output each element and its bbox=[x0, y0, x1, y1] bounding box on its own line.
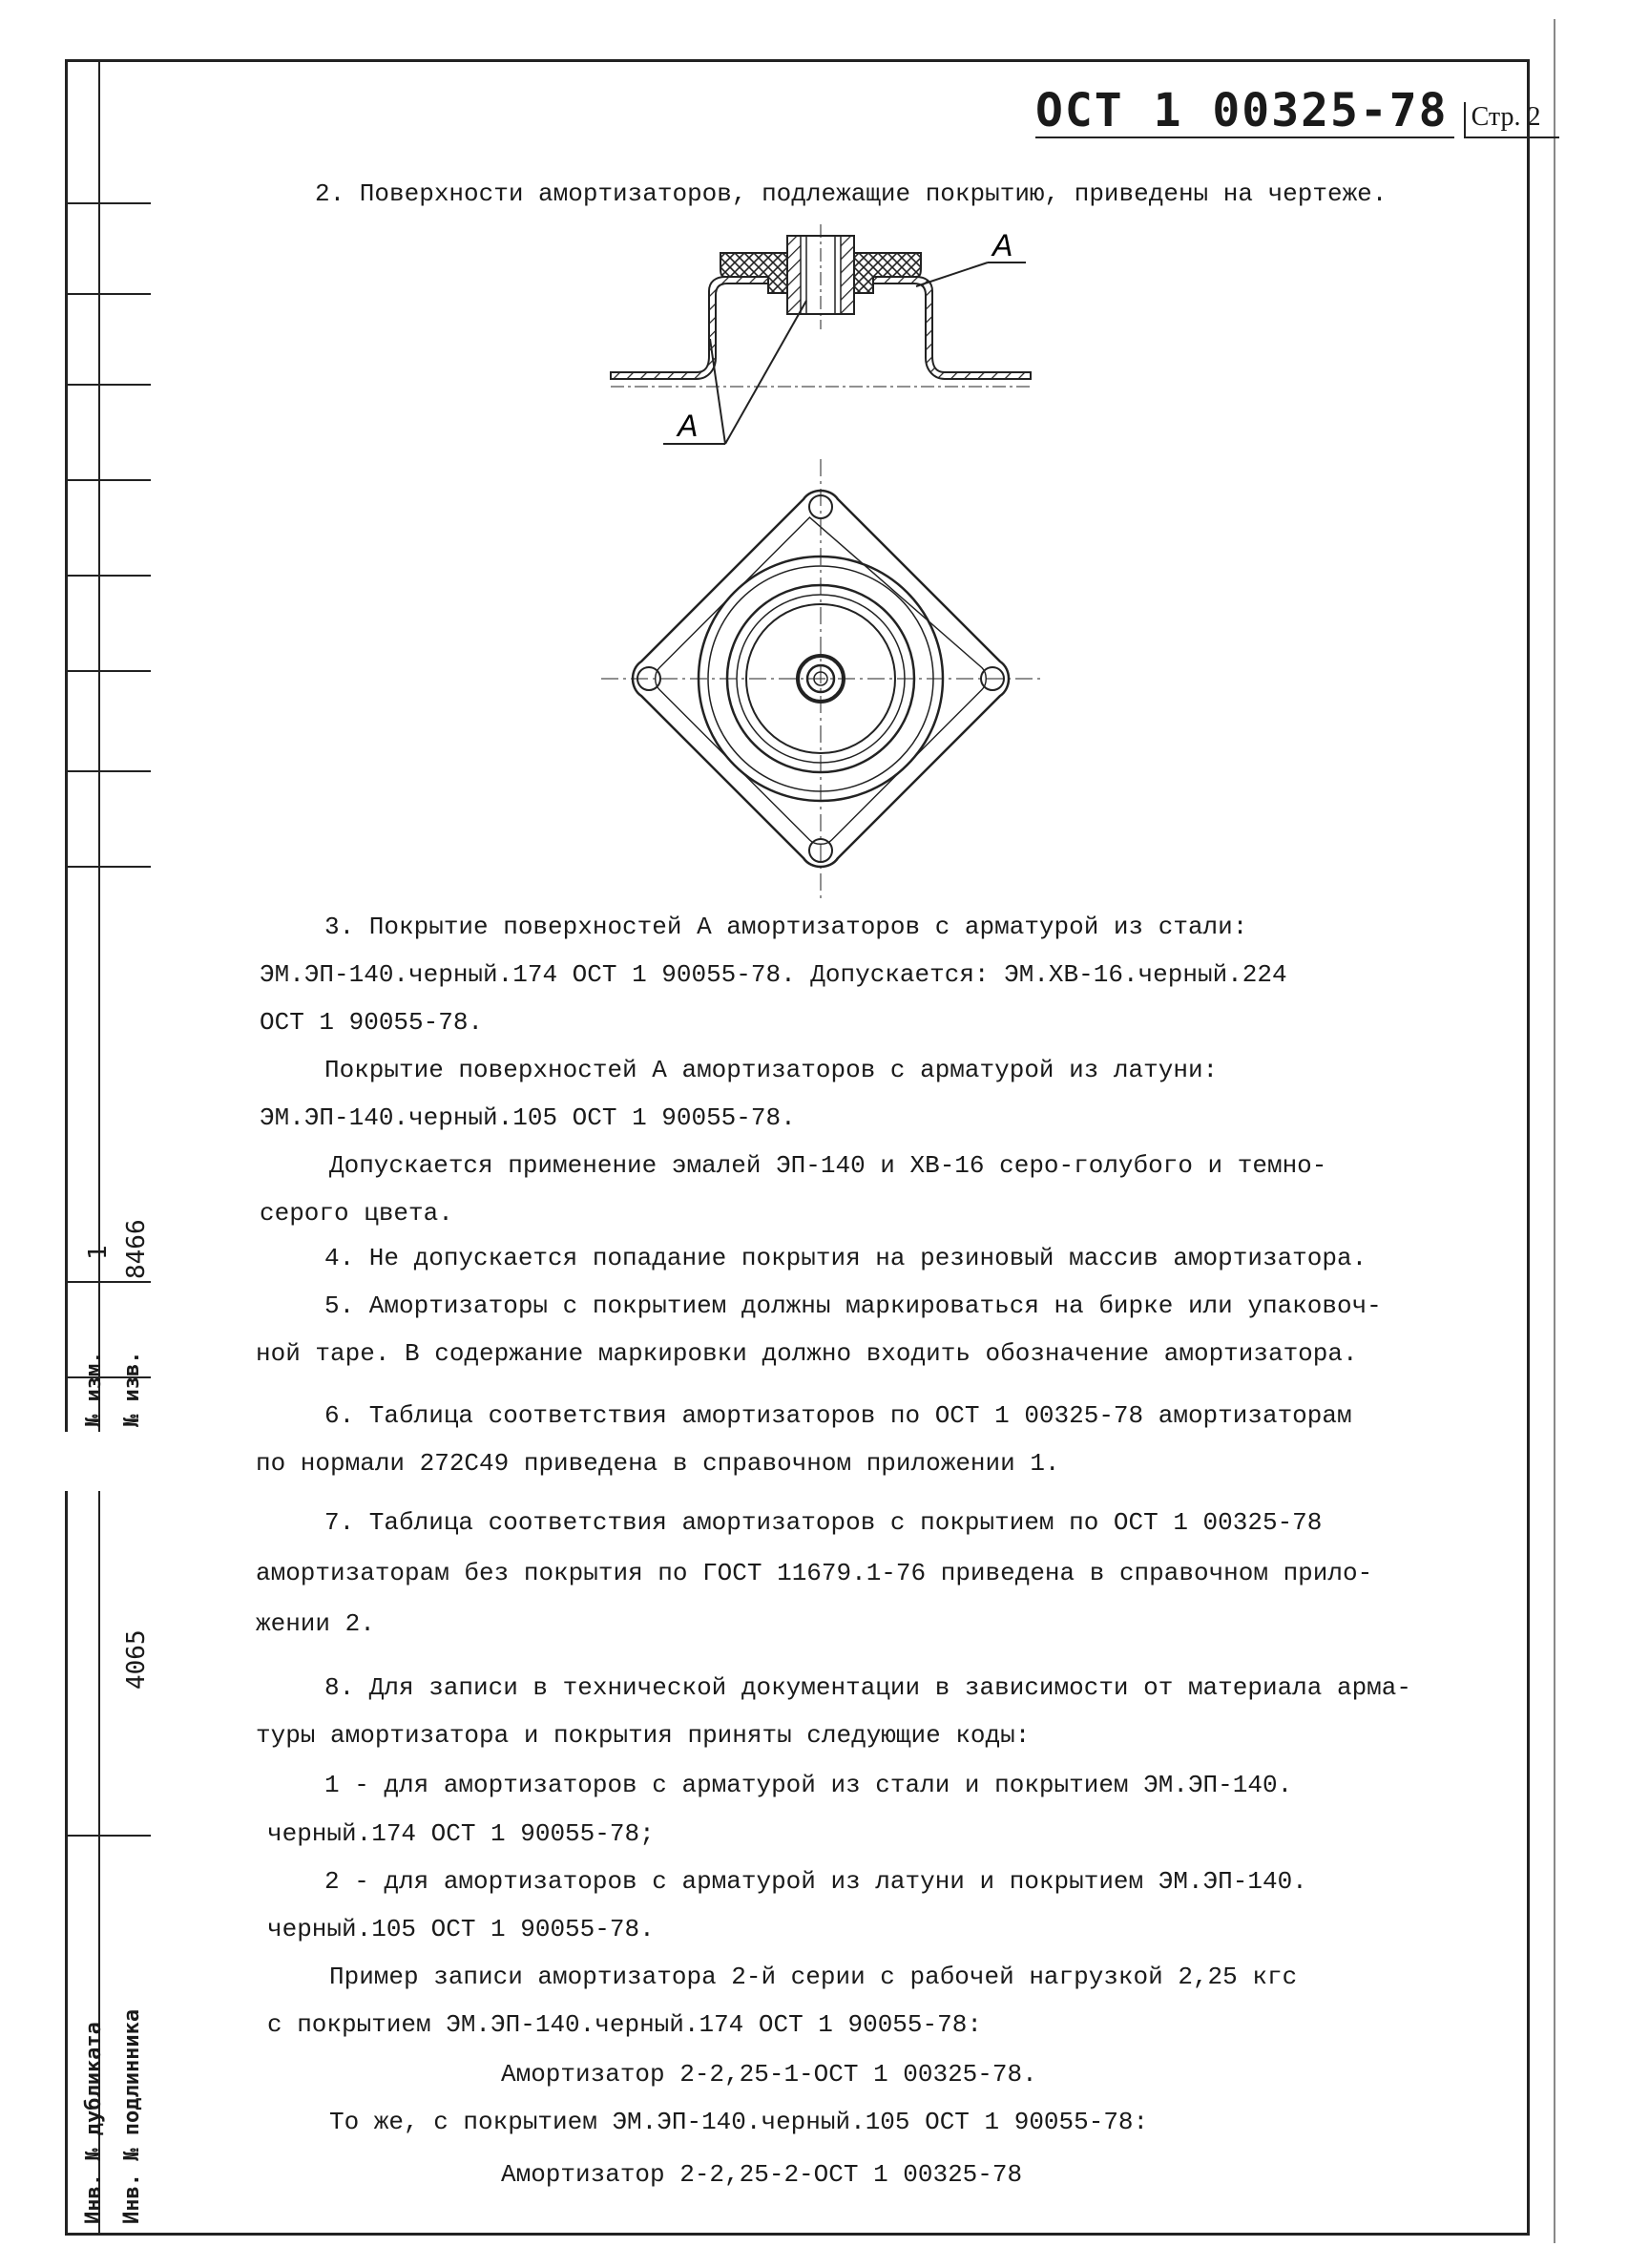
text-line: 7. Таблица соответствия амортизаторов с покрытием по ОСТ 1 00325-78 bbox=[324, 1508, 1323, 1537]
izm-label: № изм. bbox=[82, 1351, 106, 1427]
text-line: туры амортизатора и покрытия приняты следующие коды: bbox=[256, 1721, 1031, 1750]
text-line: Амортизатор 2-2,25-2-ОСТ 1 00325-78 bbox=[501, 2160, 1023, 2189]
text-line: 3. Покрытие поверхностей A амортизаторов с арматурой из стали: bbox=[324, 913, 1248, 941]
text-line: с покрытием ЭМ.ЭП-140.черный.174 ОСТ 1 90055-78: bbox=[267, 2010, 982, 2039]
text-line: черный.174 ОСТ 1 90055-78; bbox=[267, 1819, 655, 1848]
strip-rule bbox=[65, 202, 151, 204]
strip-rule bbox=[65, 770, 151, 772]
strip-rule bbox=[65, 1281, 151, 1283]
strip-divider bbox=[98, 59, 100, 2236]
section-view bbox=[611, 224, 1031, 444]
strip-rule bbox=[65, 1835, 151, 1837]
inv-podl-label: Инв. № подлинника bbox=[120, 2008, 144, 2224]
label-a-bottom: A bbox=[678, 409, 699, 443]
text-line: черный.105 ОСТ 1 90055-78. bbox=[267, 1915, 655, 1943]
text-line: серого цвета. bbox=[260, 1199, 453, 1228]
text-line: по нормали 272С49 приведена в справочном приложении 1. bbox=[256, 1449, 1060, 1478]
page-header bbox=[1035, 86, 1559, 138]
text-line: 1 - для амортизаторов с арматурой из стали и покрытием ЭМ.ЭП-140. bbox=[324, 1771, 1293, 1799]
text-line: жении 2. bbox=[256, 1609, 375, 1638]
label-a-top: A bbox=[992, 228, 1013, 262]
text-line: Амортизатор 2-2,25-1-ОСТ 1 00325-78. bbox=[501, 2060, 1037, 2089]
strip-rule bbox=[65, 670, 151, 672]
text-line: 4. Не допускается попадание покрытия на резиновый массив амортизатора. bbox=[324, 1244, 1367, 1272]
strip-rule bbox=[65, 384, 151, 386]
shock-absorber-drawing bbox=[592, 224, 1050, 902]
text-line: 2. Поверхности амортизаторов, подлежащие покрытию, приведены на чертеже. bbox=[315, 179, 1388, 208]
text-line: То же, с покрытием ЭМ.ЭП-140.черный.105 ОСТ 1 90055-78: bbox=[329, 2108, 1149, 2136]
strip-rule bbox=[65, 479, 151, 481]
text-line: Покрытие поверхностей A амортизаторов с арматурой из латуни: bbox=[324, 1056, 1219, 1084]
page-number: Стр. 2 bbox=[1464, 102, 1560, 138]
text-line: ЭМ.ЭП-140.черный.174 ОСТ 1 90055-78. Допускается: ЭМ.ХВ-16.черный.224 bbox=[260, 960, 1287, 989]
text-line: 2 - для амортизаторов с арматурой из латуни и покрытием ЭМ.ЭП-140. bbox=[324, 1867, 1307, 1896]
standard-code: ОСТ 1 00325-78 bbox=[1035, 86, 1454, 138]
text-line: 5. Амортизаторы с покрытием должны маркироваться на бирке или упаковоч- bbox=[324, 1292, 1382, 1320]
strip-rule bbox=[65, 293, 151, 295]
inv-podl-value: 4065 bbox=[122, 1629, 151, 1690]
izm-value: 1 bbox=[84, 1245, 113, 1260]
text-line: ОСТ 1 90055-78. bbox=[260, 1008, 484, 1037]
text-line: ЭМ.ЭП-140.черный.105 ОСТ 1 90055-78. bbox=[260, 1103, 796, 1132]
plan-view bbox=[601, 459, 1040, 898]
strip-gap bbox=[59, 1432, 155, 1491]
text-line: амортизаторам без покрытия по ГОСТ 11679.1-76 приведена в справочном прило- bbox=[256, 1559, 1373, 1587]
izv-label: № изв. bbox=[120, 1351, 144, 1427]
strip-rule bbox=[65, 866, 151, 868]
inv-dubl-label: Инв. № дубликата bbox=[82, 2022, 106, 2224]
strip-rule bbox=[65, 575, 151, 577]
text-line: Допускается применение эмалей ЭП-140 и ХВ-16 серо-голубого и темно- bbox=[329, 1151, 1327, 1180]
izv-value: 8466 bbox=[122, 1219, 151, 1279]
scan-edge-line bbox=[1554, 19, 1555, 2243]
text-line: 8. Для записи в технической документации в зависимости от материала арма- bbox=[324, 1673, 1411, 1702]
text-line: ной таре. В содержание маркировки должно входить обозначение амортизатора. bbox=[256, 1339, 1358, 1368]
registration-strip bbox=[65, 59, 151, 2236]
text-line: Пример записи амортизатора 2-й серии с рабочей нагрузкой 2,25 кгс bbox=[329, 1963, 1298, 1991]
text-line: 6. Таблица соответствия амортизаторов по ОСТ 1 00325-78 амортизаторам bbox=[324, 1401, 1352, 1430]
